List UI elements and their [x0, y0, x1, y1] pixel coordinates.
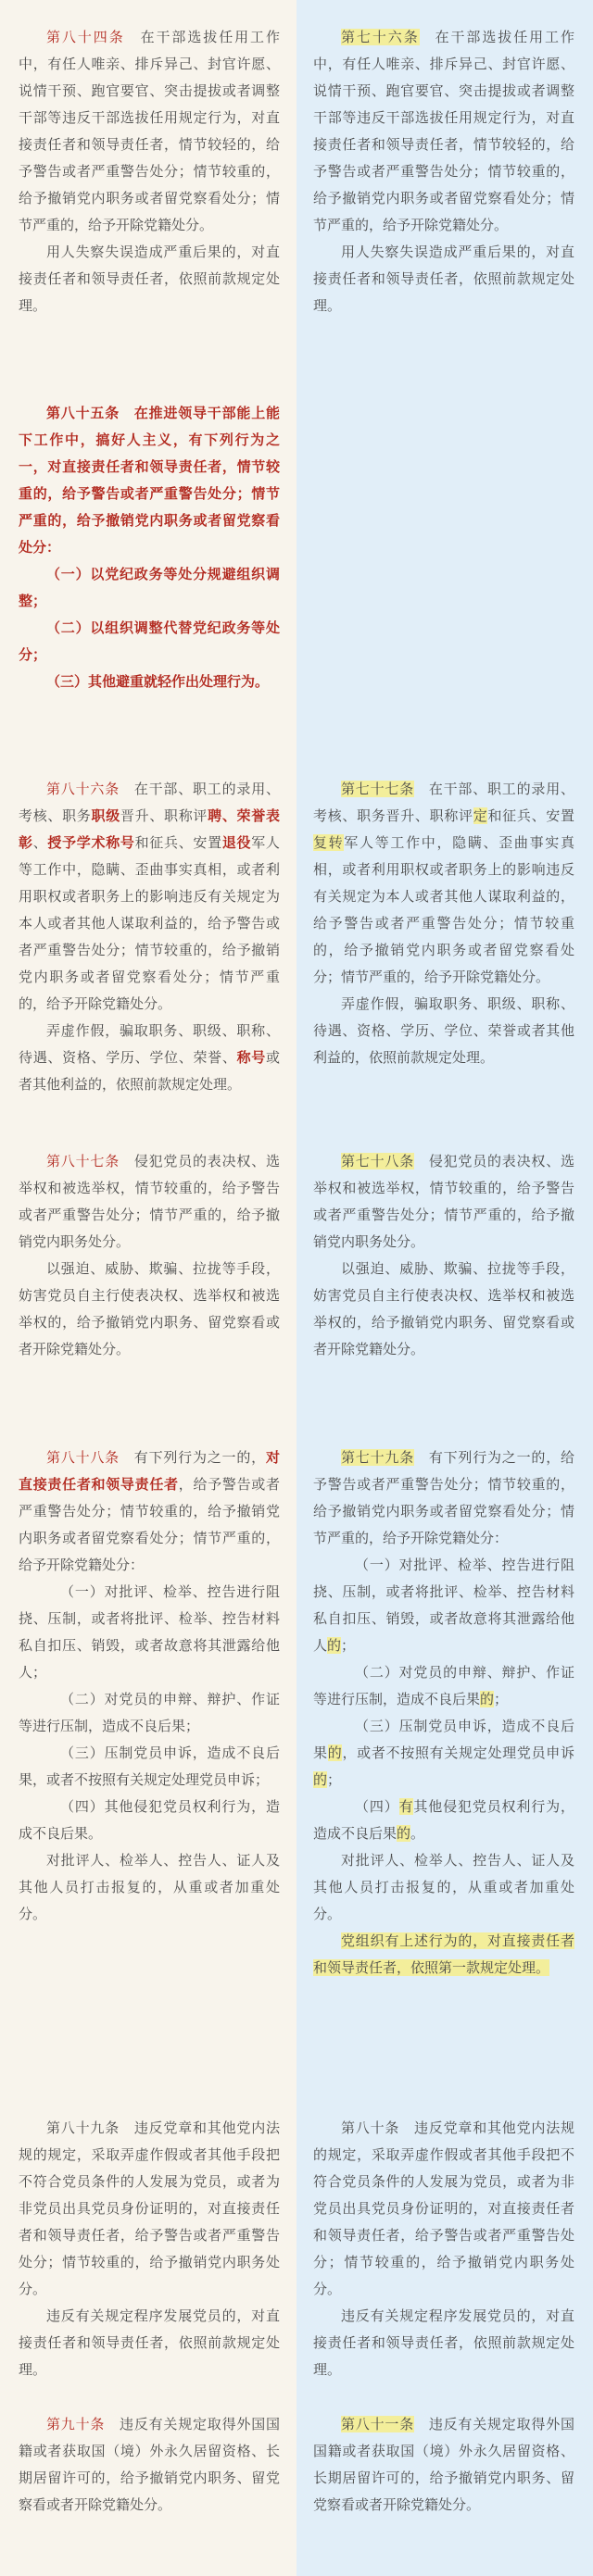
- article-paragraph: 用人失察失误造成严重后果的，对直接责任者和领导责任者，依照前款规定处理。: [313, 244, 574, 314]
- list-item: （四）其他侵犯党员权利行为，造成不良后果。: [19, 1798, 280, 1842]
- article-text: 弄虚作假，骗取职务、职级、职称、待遇、资格、学历、学位、荣誉、: [19, 1022, 280, 1066]
- inserted-text: 授予学术称号: [47, 834, 135, 851]
- article-paragraph: 违反有关规定程序发展党员的，对直接责任者和领导责任者，依照前款规定处理。: [313, 2307, 574, 2378]
- article-number: 第八十一条: [341, 2416, 414, 2432]
- article-number-text: 第八十九条: [46, 2120, 120, 2136]
- list-item: [313, 1552, 574, 1659]
- article-text: 和征兵、安置: [487, 807, 574, 824]
- article-paragraph: 对批评人、检举人、控告人、证人及其他人员打击报复的，从重或者加重处分。: [19, 1852, 280, 1922]
- article-number: 第七十六条: [341, 29, 420, 45]
- list-item: （一）对批评、检举、控告进行阻挠、压制，或者将批评、检举、控告材料私自扣压、销毁，或者故意将其泄露给他人；: [19, 1583, 280, 1681]
- article-paragraph: [19, 24, 280, 239]
- deleted-text: 的: [327, 1637, 342, 1654]
- article-text: 有下列行为之一的，: [133, 1449, 266, 1466]
- list-item: （三）其他避重就轻作出处理行为。: [46, 673, 270, 690]
- article-text: ，给予警告或者严重警告处分；情节较重的，给予撤销党内职务或者留党察看处分；情节严重的，给予开除党籍处分：: [19, 1476, 280, 1573]
- article-paragraph: [19, 400, 280, 561]
- right-article-76: [313, 24, 574, 319]
- article-number: 第八十四条: [46, 29, 125, 45]
- article-paragraph: 违反有关规定程序发展党员的，对直接责任者和领导责任者，依照前款规定处理。: [19, 2307, 280, 2378]
- left-article-84: [19, 24, 280, 319]
- article-text: 和征兵、安置: [134, 834, 222, 851]
- article-text: 军人等工作中，隐瞒、歪曲事实真相，或者利用职权或者职务上的影响违反有关规定为本人或者其他人谋取利益的，给予警告或者严重警告处分；情节较重的，给予撤销党内职务或者留党察看处分；情节严重的，给予开除党籍处分。: [19, 834, 280, 1012]
- article-number: 第八十八条: [46, 1449, 120, 1466]
- article-paragraph: [19, 1444, 280, 1579]
- article-text: 晋升、职称评: [120, 807, 208, 824]
- article-number: 第九十条: [46, 2416, 106, 2432]
- article-number: 第七十九条: [341, 1449, 414, 1466]
- left-article-86: [19, 776, 280, 1098]
- article-number: 第八十条: [341, 2120, 400, 2136]
- left-article-87: [19, 1148, 280, 1363]
- article-paragraph: 对批评人、检举人、控告人、证人及其他人员打击报复的，从重或者加重处分。: [313, 1852, 574, 1922]
- article-text: （一）对批评、检举、控告进行阻挠、压制，或者将批评、检举、控告材料私自扣压、销毁，或者故意将其泄露给他人: [313, 1557, 574, 1654]
- article-text: （三）压制党员申诉，造成不良后果: [313, 1718, 574, 1761]
- article-paragraph: [313, 24, 574, 239]
- article-text: 侵犯党员的表决权、选举权和被选举权，情节较重的，给予警告或者严重警告处分；情节严重的，给予撤销党内职务处分。: [313, 1153, 574, 1250]
- article-text: 或者其他利益的，依照前款规定处理。: [19, 1049, 280, 1093]
- article-text: 违反有关规定取得外国国籍或者获取国（境）外永久居留资格、长期居留许可的，给予撤销党内职务、留党察看或者开除党籍处分。: [313, 2416, 574, 2513]
- left-article-88: [19, 1444, 280, 1928]
- deleted-text: 的: [327, 1744, 343, 1761]
- article-paragraph: [19, 2115, 280, 2303]
- article-paragraph: [313, 2411, 574, 2519]
- inserted-text: 称号: [236, 1049, 266, 1066]
- article-number: [46, 2120, 120, 2136]
- article-paragraph: 用人失察失误造成严重后果的，对直接责任者和领导责任者，依照前款规定处理。: [19, 244, 280, 314]
- list-item: （二）对党员的申辩、辩护、作证等进行压制，造成不良后果；: [19, 1691, 280, 1734]
- article-number: 第八十五条: [46, 405, 120, 421]
- inserted-text: 对直接责任者和领导责任者: [19, 1449, 280, 1493]
- article-text: 在干部、职工的录用、考核、职务: [19, 781, 280, 824]
- list-item: （三）压制党员申诉，造成不良后果，或者不按照有关规定处理党员申诉；: [19, 1744, 280, 1788]
- right-article-81: [313, 2411, 574, 2519]
- article-paragraph: [19, 1018, 280, 1098]
- article-text: 违反党章和其他党内法规的规定，采取弄虚作假或者其他手段把不符合党员条件的人发展为党员，或者为非党员出具党员身份证明的，对直接责任者和领导责任者，给予警告或者严重警告处分；情节较重的，给予撤销党内职务处分。: [19, 2120, 280, 2297]
- article-text: 军人等工作中，隐瞒、歪曲事实真相，或者利用职权或者职务上的影响违反有关规定为本人或者其他人谋取利益的，给予警告或者严重警告处分；情节较重的，给予撤销党内职务或者留党察看处分；情节严重的，给予开除党籍处分。: [313, 834, 574, 985]
- article-text: ，或者不按照有关规定处理党员申诉: [342, 1744, 574, 1761]
- article-text: 侵犯党员的表决权、选举权和被选举权，情节较重的，给予警告或者严重警告处分；情节严重的，给予撤销党内职务处分。: [19, 1153, 280, 1250]
- list-item: [313, 1713, 574, 1794]
- left-article-90: [19, 2411, 280, 2519]
- deleted-text: 复转: [313, 834, 345, 851]
- article-paragraph: [313, 1444, 574, 1552]
- article-text: 违反有关规定取得外国国籍或者获取国（境）外永久居留资格、长期居留许可的，给予撤销党内职务、留党察看或者开除党籍处分。: [19, 2416, 280, 2513]
- right-article-78: [313, 1148, 574, 1363]
- article-paragraph: [19, 1148, 280, 1256]
- article-text: ；: [494, 1691, 509, 1707]
- left-article-89: [19, 2115, 280, 2383]
- article-text: 其他侵犯党员权利行为，造成不良后果: [313, 1798, 574, 1842]
- article-text: ；: [341, 1637, 356, 1654]
- deleted-text: 的: [313, 1771, 328, 1788]
- article-paragraph: [313, 776, 574, 991]
- article-paragraph: [313, 1148, 574, 1256]
- list-item: （二）以组织调整代替党纪政务等处分；: [19, 619, 280, 663]
- article-paragraph: 以强迫、威胁、欺骗、拉拢等手段，妨害党员自主行使表决权、选举权和被选举权的，给予撤销党内职务、留党察看或者开除党籍处分。: [19, 1260, 280, 1357]
- right-article-79: [313, 1444, 574, 1982]
- article-paragraph: [19, 776, 280, 1018]
- article-text: （四）: [355, 1798, 399, 1815]
- right-article-77: [313, 776, 574, 1071]
- article-text: 有下列行为之一的，给予警告或者严重警告处分；情节较重的，给予撤销党内职务或者留党察看处分；情节严重的，给予开除党籍处分：: [313, 1449, 574, 1546]
- article-text: 、: [32, 834, 48, 851]
- article-paragraph: [313, 2115, 574, 2303]
- article-number: 第七十七条: [341, 781, 414, 797]
- article-number: 第八十七条: [46, 1153, 120, 1169]
- article-text: 在干部选拔任用工作中，有任人唯亲、排斥异己、封官许愿、说情干预、跑官要官、突击提拔或者调整干部等违反干部选拔任用规定行为，对直接责任者和领导责任者，情节较轻的，给予警告或者严重警告处分；情节较重的，给予撤销党内职务或者留党察看处分；情节严重的，给予开除党籍处分。: [313, 29, 574, 233]
- right-article-80: [313, 2115, 574, 2383]
- deleted-text: 定: [473, 807, 488, 824]
- article-paragraph: [313, 1928, 574, 1982]
- article-text: 违反党章和其他党内法规的规定，采取弄虚作假或者其他手段把不符合党员条件的人发展为党员，或者为非党员出具党员身份证明的，对直接责任者和领导责任者，给予警告或者严重警告处分；情节较重的，给予撤销党内职务处分。: [313, 2120, 574, 2297]
- article-text: （二）对党员的申辩、辩护、作证等进行压制，造成不良后果: [313, 1664, 574, 1707]
- deleted-text: 党组织有上述行为的，对直接责任者和领导责任者，依照第一款规定处理。: [313, 1932, 574, 1976]
- article-text: 在干部、职工的录用、考核、职务晋升、职称评: [313, 781, 574, 824]
- inserted-text: 退役: [221, 834, 252, 851]
- article-number: 第八十六条: [46, 781, 120, 797]
- list-item: [313, 1659, 574, 1713]
- article-text: ；: [327, 1771, 342, 1788]
- inserted-text: 职级: [91, 807, 120, 824]
- deleted-text: 的: [480, 1691, 495, 1707]
- deleted-text: 有: [398, 1798, 414, 1815]
- left-article-85: [19, 400, 280, 695]
- article-number: 第七十八条: [341, 1153, 414, 1169]
- article-text: 在推进领导干部能上能下工作中，搞好人主义，有下列行为之一，对直接责任者和领导责任者，情节较重的，给予警告或者严重警告处分；情节严重的，给予撤销党内职务或者留党察看处分：: [19, 405, 280, 556]
- article-paragraph: [19, 2411, 280, 2519]
- list-item: （一）以党纪政务等处分规避组织调整；: [19, 566, 280, 609]
- article-paragraph: 以强迫、威胁、欺骗、拉拢等手段，妨害党员自主行使表决权、选举权和被选举权的，给予撤销党内职务、留党察看或者开除党籍处分。: [313, 1260, 574, 1357]
- list-item: [313, 1794, 574, 1847]
- article-text: 在干部选拔任用工作中，有任人唯亲、排斥异己、封官许愿、说情干预、跑官要官、突击提拔或者调整干部等违反干部选拔任用规定行为，对直接责任者和领导责任者，情节较轻的，给予警告或者严重警告处分；情节较重的，给予撤销党内职务或者留党察看处分；情节严重的，给予开除党籍处分。: [19, 29, 280, 233]
- inserted-text: 聘、荣誉表彰: [19, 807, 280, 851]
- article-text: 。: [410, 1825, 425, 1842]
- deleted-text: 的: [397, 1825, 411, 1842]
- article-paragraph: 弄虚作假，骗取职务、职级、职称、待遇、资格、学历、学位、荣誉或者其他利益的，依照前款规定处理。: [313, 995, 574, 1066]
